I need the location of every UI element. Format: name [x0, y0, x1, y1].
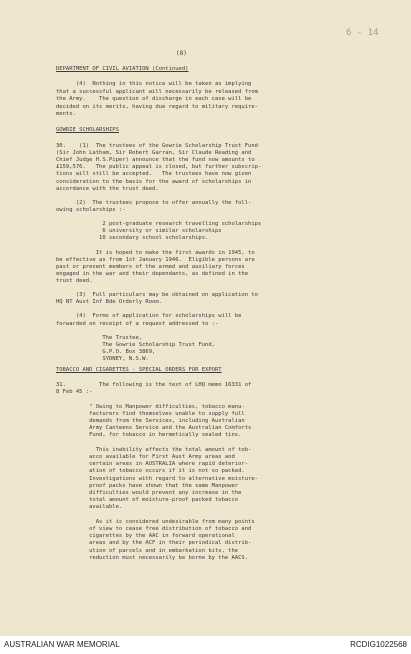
- text-line: SYDNEY, N.S.W.: [56, 356, 149, 362]
- text-line: decided on its merits, having due regard to military require-: [56, 103, 258, 110]
- heading-gowrie-scholarships: GOWRIE SCHOLARSHIPS: [56, 127, 119, 133]
- text-line: (4) Forms of application for scholarships will be: [56, 313, 242, 320]
- corner-handwritten-mark: 6 - 14: [346, 28, 379, 38]
- text-line: tions will still be accepted. The trustees have now given: [56, 171, 252, 178]
- text-line: Chief Judge H.S.Piper) announce that the fund now amounts to: [56, 157, 255, 164]
- text-line: Investigations with regard to alternative moisture-: [56, 475, 258, 482]
- text-line: acco available for First Aust Army areas and: [56, 454, 235, 460]
- text-line: that a successful applicant will necessarily be released from: [56, 88, 258, 95]
- text-line: This inability affects the total amount of tob-: [56, 446, 252, 453]
- text-line: (Sir John Latham, Sir Robert Garran, Sir Claude Reading and: [56, 150, 252, 157]
- text-line: proof packs have shown that the same Manpower: [56, 482, 239, 489]
- text-line: trust deed.: [56, 277, 93, 284]
- text-line: ution of parcels and in embarkation kits, the: [56, 547, 239, 554]
- text-line: Army Canteens Service and the Australian Comforts: [56, 425, 252, 432]
- text-line: cigarettes by the AAC in forward operational: [56, 533, 235, 540]
- text-line: 6 university or similar scholarships: [56, 228, 222, 235]
- archive-footer: [0, 636, 411, 654]
- footer-record-id: RCDIG1022568: [350, 640, 407, 649]
- text-line: ments.: [56, 111, 76, 118]
- heading-tobacco: TOBACCO AND CIGARETTES - SPECIAL ORDERS FOR EXPORT: [56, 367, 222, 373]
- text-line: 31. The following is the text of LHQ memo 16331 of: [56, 382, 252, 388]
- text-line: Fund, for tobacco in hermetically sealed tins.: [56, 432, 242, 439]
- text-line: available.: [56, 504, 123, 511]
- text-line: (4) Nothing in this notice will be taken as implying: [56, 81, 252, 87]
- text-line: owing scholarships :-: [56, 206, 126, 213]
- text-line: accordance with the trust deed.: [56, 185, 159, 192]
- text-line: It is hoped to make the first awards in 1945, to: [56, 249, 255, 256]
- text-line: difficulties would prevent any increase in the: [56, 490, 242, 496]
- text-line: 8 Feb 45 :-: [56, 389, 93, 396]
- text-line: facturers find themselves unable to supply full: [56, 410, 245, 417]
- page-number: (8): [176, 50, 187, 57]
- text-line: total amount of moisture-proof packed tobacco: [56, 497, 239, 504]
- text-line: £159,576. The public appeal is closed, but further subscrip-: [56, 164, 262, 171]
- text-line: (3) Full particulars may be obtained on application to: [56, 292, 258, 299]
- footer-source: AUSTRALIAN WAR MEMORIAL: [4, 640, 120, 649]
- heading-civil-aviation: DEPARTMENT OF CIVIL AVIATION (Continued): [56, 66, 189, 72]
- text-line: past or present members of the armed and auxiliary forces: [56, 263, 245, 270]
- text-line: reduction must necessarily be borne by the AACS.: [56, 554, 249, 561]
- text-line: ation of tobacco occurs if it is not so packed.: [56, 468, 245, 475]
- text-line: As it is considered undesirable from many points: [56, 518, 255, 525]
- text-line: forwarded on receipt of a request addressed to :-: [56, 320, 219, 327]
- text-line: the Army. The question of discharge in each case will be: [56, 96, 252, 103]
- text-line: (2) The trustees propose to offer annually the foll-: [56, 199, 252, 206]
- text-line: 2 post-graduate research travelling scholarships: [56, 221, 262, 228]
- text-line: be effective as from 1st January 1946. Eligible persons are: [56, 256, 255, 263]
- text-line: 10 secondary school scholarships.: [56, 235, 209, 242]
- text-line: areas and by the ACF in their periodical distrib-: [56, 540, 252, 547]
- text-line: G.P.O. Box 3869,: [56, 348, 156, 355]
- text-line: of view to cease free distribution of tobacco and: [56, 526, 252, 532]
- text-line: The Trustee,: [56, 334, 143, 341]
- text-line: certain areas in AUSTRALIA where rapid deterior-: [56, 461, 249, 468]
- text-line: " Owing to Manpower difficulties, tobacco manu-: [56, 403, 245, 410]
- text-line: consideration to the basis for the award of scholarships in: [56, 178, 252, 185]
- text-line: demands from the Services, including Australian: [56, 418, 245, 424]
- text-line: HQ NT Aust Inf Bde Orderly Room.: [56, 299, 162, 306]
- text-line: 30. (1) The trustees of the Gowrie Scholarship Trust Fund: [56, 143, 258, 149]
- text-line: The Gowrie Scholarship Trust Fund,: [56, 341, 215, 348]
- text-line: engaged in the war and their dependants, as defined in the: [56, 270, 249, 277]
